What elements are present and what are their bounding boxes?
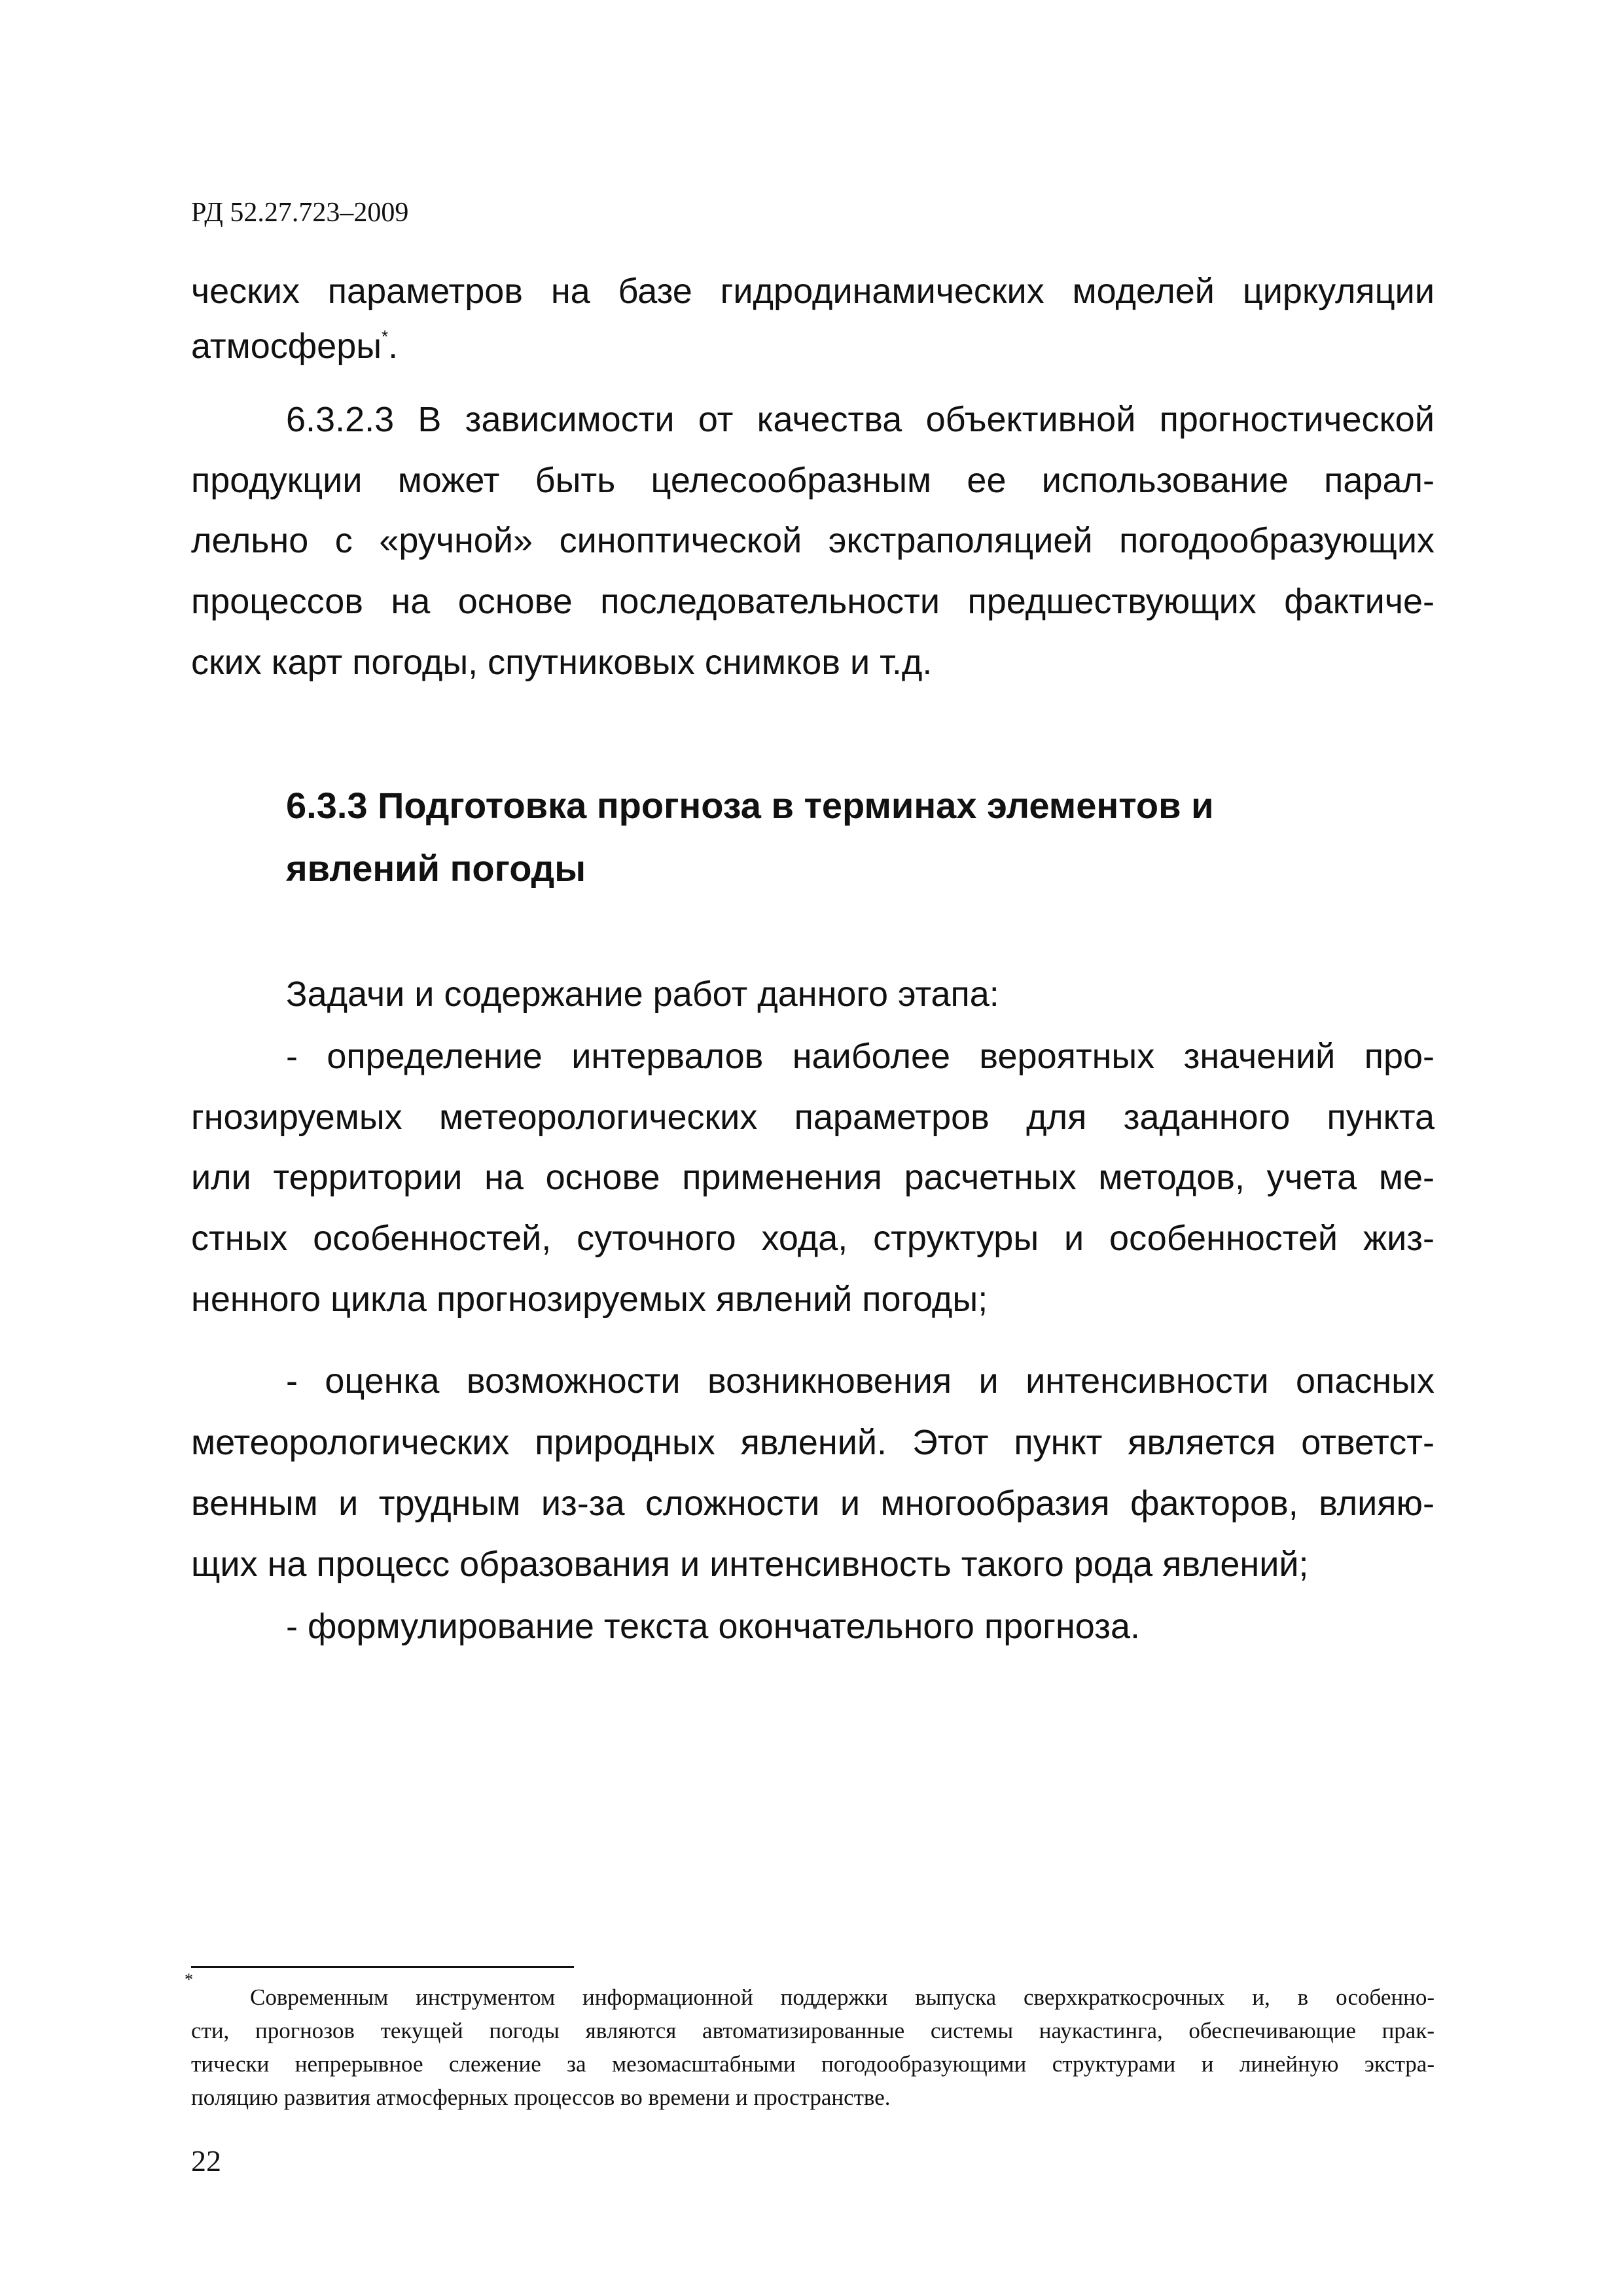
paragraph-continuation-line-2 [191, 326, 1435, 367]
document-code: РД 52.27.723–2009 [191, 198, 409, 228]
task-item-1-line-1: - определение интервалов наиболее вероятных значений про- [286, 1037, 1435, 1076]
task-item-1-line-3: или территории на основе применения расчетных методов, учета ме- [191, 1158, 1435, 1197]
paragraph-6323-line-3: лельно с «ручной» синоптической экстраполяцией погодообразующих [191, 521, 1435, 560]
footnote-line-3: тически непрерывное слежение за мезомасштабными погодообразующими структурами и линейную экстра- [191, 2051, 1435, 2077]
task-item-2-line-1: - оценка возможности возникновения и интенсивности опасных [286, 1361, 1435, 1401]
section-heading-line-2: явлений погоды [286, 848, 586, 889]
continuation-period: . [388, 327, 399, 366]
paragraph-continuation-line-1: ческих параметров на базе гидродинамических моделей циркуляции [191, 272, 1435, 311]
paragraph-6323-line-4: процессов на основе последовательности предшествующих фактиче- [191, 582, 1435, 621]
footnote-mark: * [185, 1970, 193, 1989]
task-item-1-line-4: стных особенностей, суточного хода, структуры и особенностей жиз- [191, 1219, 1435, 1258]
continuation-text: атмосферы [191, 327, 382, 366]
page-number: 22 [191, 2144, 221, 2178]
task-item-2-line-2: метеорологических природных явлений. Этот пункт является ответст- [191, 1423, 1435, 1462]
section-heading-line-1: 6.3.3 Подготовка прогноза в терминах элементов и [286, 785, 1214, 826]
task-item-1-line-2: гнозируемых метеорологических параметров для заданного пункта [191, 1098, 1435, 1137]
paragraph-6323-line-2: продукции может быть целесообразным ее использование парал- [191, 461, 1435, 500]
task-item-3: - формулирование текста окончательного прогноза. [286, 1607, 1140, 1646]
footnote-line-2: сти, прогнозов текущей погоды являются автоматизированные системы наукастинга, обеспечивающие прак- [191, 2018, 1435, 2043]
footnote-line-4: поляцию развития атмосферных процессов во времени и пространстве. [191, 2085, 891, 2110]
footnote-separator [191, 1966, 574, 1968]
task-item-2-line-4: щих на процесс образования и интенсивность такого рода явлений; [191, 1545, 1309, 1584]
task-item-1-line-5: ненного цикла прогнозируемых явлений погоды; [191, 1280, 988, 1319]
task-item-2-line-3: венным и трудным из-за сложности и многообразия факторов, влияю- [191, 1484, 1435, 1523]
paragraph-6323-line-1: 6.3.2.3 В зависимости от качества объективной прогностической [286, 400, 1435, 439]
footnote-reference-mark: * [382, 327, 389, 346]
footnote-line-1: Современным инструментом информационной поддержки выпуска сверхкраткосрочных и, в особенно- [250, 1984, 1435, 2010]
tasks-intro: Задачи и содержание работ данного этапа: [286, 975, 999, 1014]
paragraph-6323-line-5: ских карт погоды, спутниковых снимков и т.д. [191, 643, 933, 682]
